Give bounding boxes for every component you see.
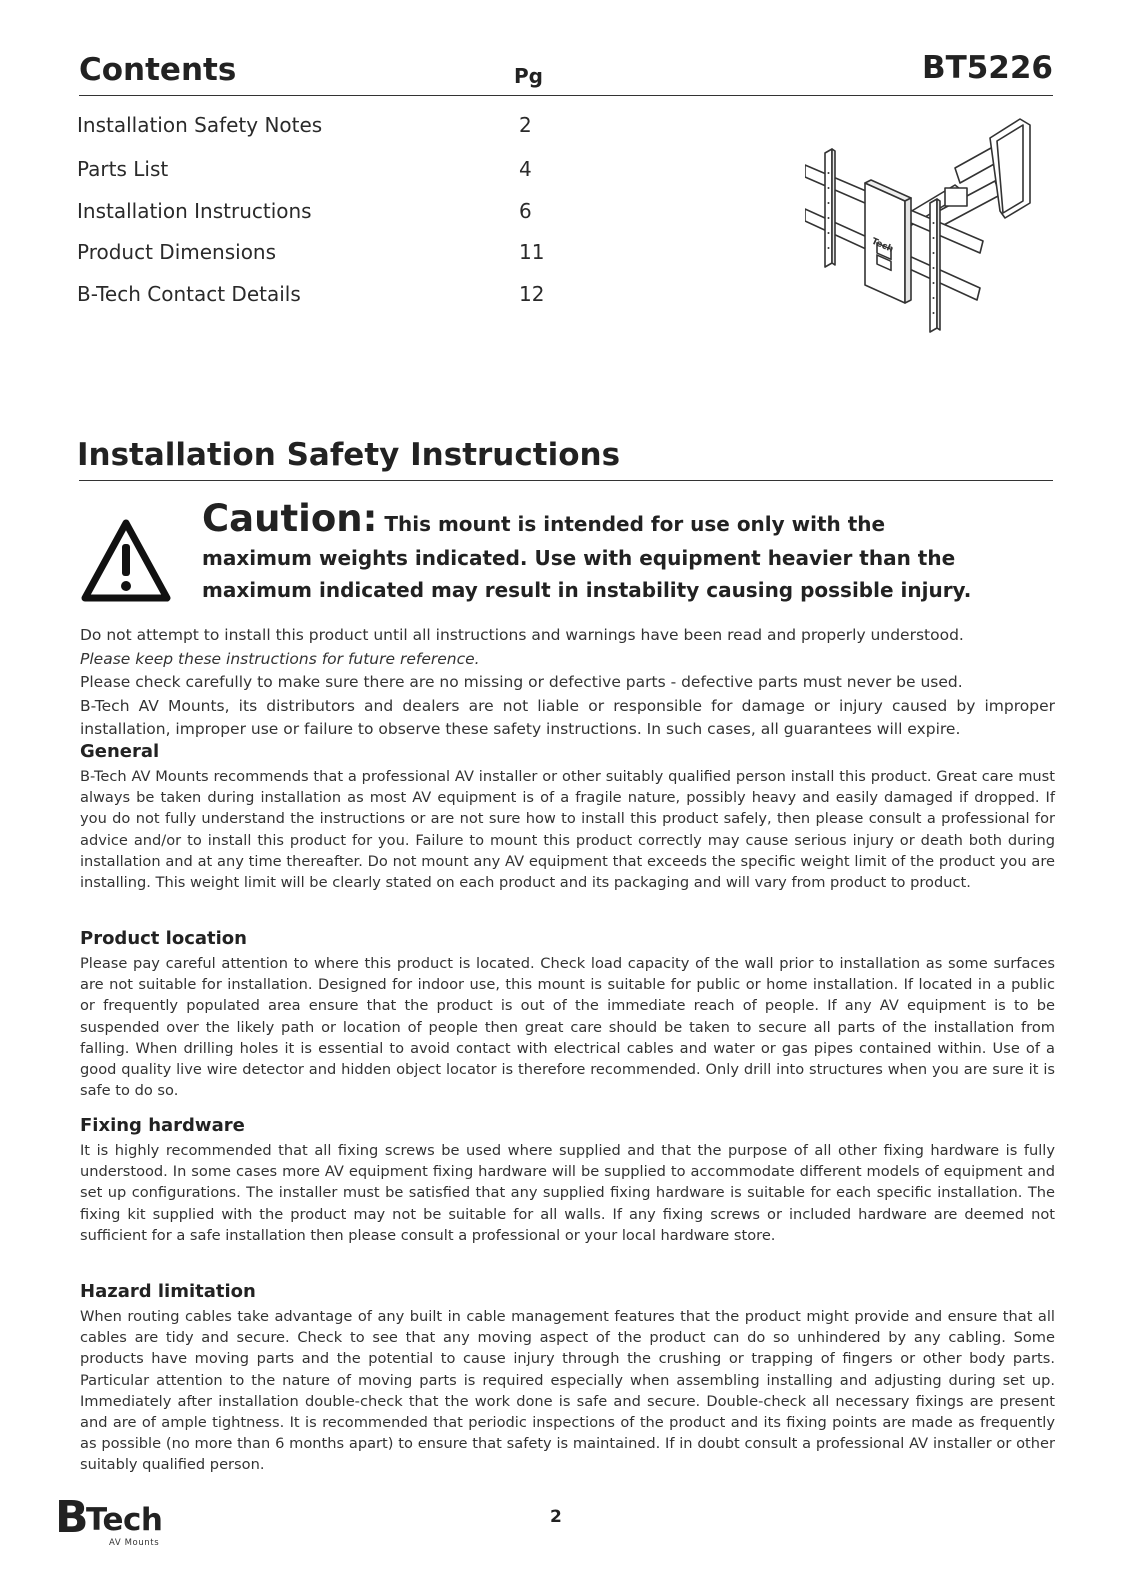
caution-text-line: This mount is intended for use only with the <box>384 512 886 536</box>
toc-item-label: Parts List <box>77 157 169 181</box>
header-divider <box>79 95 1053 96</box>
toc-item-page: 6 <box>519 199 532 223</box>
safety-intro <box>80 624 1055 742</box>
section-title-general: General <box>80 741 160 762</box>
toc-item-label: Installation Safety Notes <box>77 113 323 137</box>
section-title-location: Product location <box>80 928 247 949</box>
model-number: BT5226 <box>921 50 1053 86</box>
toc-item-page: 4 <box>519 157 532 181</box>
section-title-fixing: Fixing hardware <box>80 1115 245 1136</box>
btech-logo <box>55 1492 180 1562</box>
section-body-hazard: When routing cables take advantage of any built in cable management features that the product might provide and ensure that all cables are tidy and secure. Check to see that any moving aspect of the product can do so unhindered by any cabling. Some products have moving parts and the potential to cause injury through the crushing or trapping of fingers or other body parts. Particular attention to the nature of moving parts is required especially when assembling installing and adjusting during set up. Immediately after installation double-check that the work done is safe and secure. Double-check all necessary fixings are present and are of ample tightness. It is recommended that periodic inspections of the product and its fixing points are made as frequently as possible (no more than 6 months apart) to ensure that safety is maintained. If in doubt consult a professional AV installer or other suitably qualified person. <box>80 1308 1055 1474</box>
contents-heading: Contents <box>79 52 237 88</box>
caution-text-line: maximum indicated may result in instability causing possible injury. <box>202 578 972 602</box>
toc-item-label: Product Dimensions <box>77 240 277 264</box>
caution-text-line: maximum weights indicated. Use with equipment heavier than the <box>202 546 956 570</box>
section-title-hazard: Hazard limitation <box>80 1281 256 1302</box>
logo-letter: B <box>55 1492 89 1543</box>
section-body-general: B-Tech AV Mounts recommends that a professional AV installer or other suitably qualified person install this product. Great care must always be taken during installation as most AV equipment is of a fragile nature, possibly heavy and easily damaged if dropped. If you do not fully understand the instructions or are not sure how to install this product safely, then please consult a professional for advice and/or to install this product for you. Failure to mount this product correctly may cause serious injury or death both during installation and at any time thereafter. Do not mount any AV equipment that exceeds the specific weight limit of the product you are installing. This weight limit will be clearly stated on each product and its packaging and will vary from product to product. <box>80 768 1055 892</box>
logo-word: Tech <box>86 1502 163 1538</box>
pg-column-label: Pg <box>514 64 543 88</box>
safety-divider <box>79 480 1053 481</box>
svg-text:Tech: Tech <box>869 236 895 256</box>
page-number: 2 <box>550 1507 562 1527</box>
intro-paragraph: Please keep these instructions for future reference. <box>80 649 480 668</box>
caution-notice <box>202 497 1062 606</box>
intro-paragraph: B-Tech AV Mounts, its distributors and dealers are not liable or responsible for damage or injury caused by improper installation, improper use or failure to observe these safety instructions. In such cases, all guarantees will expire. <box>80 696 1055 738</box>
toc-item-page: 12 <box>519 282 545 306</box>
section-body-location: Please pay careful attention to where this product is located. Check load capacity of the wall prior to installation as some surfaces are not suitable for installation. Designed for indoor use, this mount is suitable for public or home installation. If located in a public or frequently populated area ensure that the product is out of the immediate reach of people. If any AV equipment is to be suspended over the likely path or location of people then great care should be taken to secure all parts of the installation from falling. When drilling holes it is essential to avoid contact with electrical cables and water or gas pipes contained within. Use of a good quality live wire detector and hidden object locator is therefore recommended. Only drill into structures when you are sure it is safe to do so. <box>80 955 1055 1100</box>
tv-mount-illustration <box>805 113 1045 338</box>
warning-icon <box>80 518 172 604</box>
logo-subtitle: AV Mounts <box>109 1538 160 1548</box>
toc-item-page: 2 <box>519 113 532 137</box>
toc-item-page: 11 <box>519 240 545 264</box>
caution-label: Caution: <box>202 497 378 540</box>
section-body-fixing: It is highly recommended that all fixing screws be used where supplied and that the purpose of all other fixing hardware is fully understood. In some cases more AV equipment fixing hardware will be supplied to accommodate different models of equipment and set up configurations. The installer must be satisfied that any supplied fixing hardware is suitable for each specific installation. The fixing kit supplied with the product may not be suitable for all walls. If any fixing screws or included hardware are deemed not sufficient for a safe installation then please consult a professional or your local hardware store. <box>80 1142 1055 1244</box>
safety-heading: Installation Safety Instructions <box>77 437 621 473</box>
intro-paragraph: Please check carefully to make sure there are no missing or defective parts - defective parts must never be used. <box>80 673 963 691</box>
toc-item-label: B-Tech Contact Details <box>77 282 301 306</box>
intro-paragraph: Do not attempt to install this product until all instructions and warnings have been read and properly understood. <box>80 626 964 644</box>
toc-item-label: Installation Instructions <box>77 199 312 223</box>
